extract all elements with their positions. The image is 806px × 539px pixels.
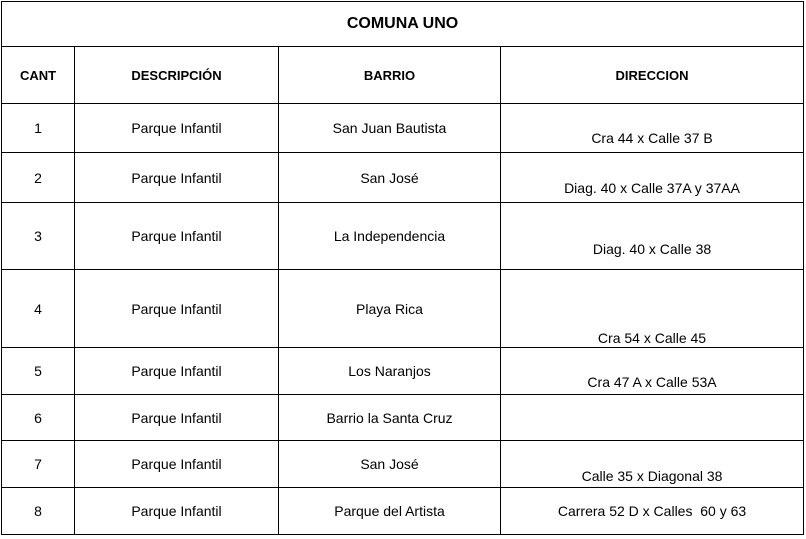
cell-cant: 8 (2, 488, 75, 535)
cell-barrio: Parque del Artista (279, 488, 501, 535)
cell-direccion (501, 395, 804, 441)
table-row (2, 153, 804, 203)
cell-direccion: Cra 44 x Calle 37 B (501, 104, 804, 153)
cell-barrio: San Juan Bautista (279, 104, 501, 153)
header-descripcion: DESCRIPCIÓN (75, 47, 279, 104)
cell-cant: 5 (2, 348, 75, 395)
cell-direccion: Cra 54 x Calle 45 (501, 270, 804, 348)
cell-cant: 6 (2, 395, 75, 441)
cell-barrio: Barrio la Santa Cruz (279, 395, 501, 441)
cell-cant: 3 (2, 203, 75, 270)
cell-barrio: Los Naranjos (279, 348, 501, 395)
cell-direccion: Diag. 40 x Calle 37A y 37AA (501, 153, 804, 203)
cell-direccion: Diag. 40 x Calle 38 (501, 203, 804, 270)
table-row (2, 270, 804, 348)
cell-descripcion: Parque Infantil (75, 395, 279, 441)
cell-barrio: San José (279, 441, 501, 488)
cell-cant: 7 (2, 441, 75, 488)
header-direccion: DIRECCION (501, 47, 804, 104)
cell-descripcion: Parque Infantil (75, 104, 279, 153)
table-row (2, 104, 804, 153)
cell-barrio: La Independencia (279, 203, 501, 270)
table-title: COMUNA UNO (2, 2, 804, 47)
table-row (2, 348, 804, 395)
cell-cant: 1 (2, 104, 75, 153)
cell-cant: 2 (2, 153, 75, 203)
comuna-table (1, 1, 804, 535)
cell-barrio: San José (279, 153, 501, 203)
title-row (2, 2, 804, 47)
cell-direccion: Cra 47 A x Calle 53A (501, 348, 804, 395)
cell-direccion: Calle 35 x Diagonal 38 (501, 441, 804, 488)
cell-direccion: Carrera 52 D x Calles 60 y 63 (501, 488, 804, 535)
table-row (2, 441, 804, 488)
cell-cant: 4 (2, 270, 75, 348)
cell-descripcion: Parque Infantil (75, 203, 279, 270)
table-row (2, 488, 804, 535)
cell-descripcion: Parque Infantil (75, 153, 279, 203)
header-row (2, 47, 804, 104)
cell-descripcion: Parque Infantil (75, 348, 279, 395)
cell-descripcion: Parque Infantil (75, 488, 279, 535)
cell-barrio: Playa Rica (279, 270, 501, 348)
header-cant: CANT (2, 47, 75, 104)
cell-descripcion: Parque Infantil (75, 270, 279, 348)
cell-descripcion: Parque Infantil (75, 441, 279, 488)
table-row (2, 395, 804, 441)
table-row (2, 203, 804, 270)
header-barrio: BARRIO (279, 47, 501, 104)
